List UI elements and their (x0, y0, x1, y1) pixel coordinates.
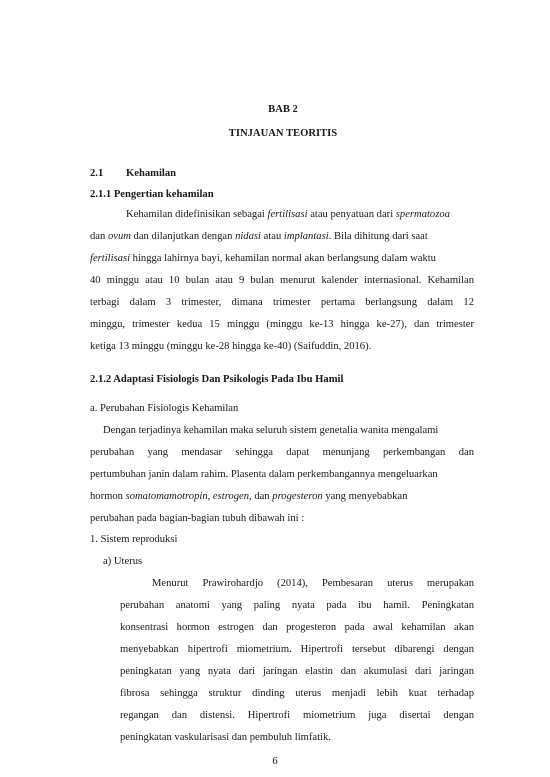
list-item-1: 1. Sistem reproduksi (90, 534, 178, 545)
paragraph-line: fibrosa sehingga struktur dinding uterus menjadi lebih kuat terhadap (120, 688, 474, 699)
section-heading-2-1-1: 2.1.1 Pengertian kehamilan (90, 189, 214, 200)
paragraph-line: perubahan anatomi yang paling nyata pada ibu hamil. Peningkatan (120, 600, 474, 611)
paragraph-line: dan ovum dan dilanjutkan dengan nidasi atau implantasi. Bila dihitung dari saat (90, 231, 428, 242)
chapter-label: BAB 2 (268, 104, 298, 115)
section-title: Kehamilan (126, 168, 177, 179)
paragraph-line: perubahan yang mendasar sehingga dapat menunjang perkembangan dan (90, 447, 474, 458)
paragraph-line: hormon somatomamotropin, estrogen, dan progesteron yang menyebabkan (90, 491, 408, 502)
paragraph-line: 40 minggu atau 10 bulan atau 9 bulan menurut kalender internasional. Kehamilan (90, 275, 474, 286)
section-number: 2.1 (90, 168, 104, 179)
section-heading-2-1 (90, 168, 176, 179)
page-number: 6 (272, 756, 278, 767)
paragraph-line: konsentrasi hormon estrogen dan progesteron pada awal kehamilan akan (120, 622, 474, 633)
paragraph-line: perubahan pada bagian-bagian tubuh dibawah ini : (90, 513, 305, 524)
paragraph-line: regangan dan distensi. Hipertrofi miometrium juga disertai dengan (120, 710, 474, 721)
paragraph-line: peningkatan vaskularisasi dan pembuluh limfatik. (120, 732, 331, 743)
chapter-title: TINJAUAN TEORITIS (228, 128, 338, 139)
paragraph-line: fertilisasi hingga lahirnya bayi, kehamilan normal akan berlangsung dalam waktu (90, 253, 436, 264)
paragraph-line: Menurut Prawirohardjo (2014), Pembesaran uterus merupakan (152, 578, 474, 589)
paragraph-line: Dengan terjadinya kehamilan maka seluruh sistem genetalia wanita mengalami (103, 425, 439, 436)
paragraph-line: ketiga 13 minggu (minggu ke-28 hingga ke-40) (Saifuddin, 2016). (90, 341, 372, 352)
list-item-a: a. Perubahan Fisiologis Kehamilan (90, 403, 239, 414)
paragraph-line: pertumbuhan janin dalam rahim. Plasenta dalam perkembangannya mengeluarkan (90, 469, 438, 480)
section-heading-2-1-2: 2.1.2 Adaptasi Fisiologis Dan Psikologis Pada Ibu Hamil (90, 374, 344, 385)
paragraph-line: peningkatan yang nyata dari jaringan elastin dan akumulasi dari jaringan (120, 666, 474, 677)
paragraph-line: Kehamilan didefinisikan sebagai fertilisasi atau penyatuan dari spermatozoa (126, 209, 450, 220)
list-item-a-sub: a) Uterus (103, 556, 143, 567)
paragraph-line: minggu, trimester kedua 15 minggu (minggu ke-13 hingga ke-27), dan trimester (90, 319, 474, 330)
paragraph-line: menyebabkan hipertrofi miometrium. Hipertrofi tersebut dibarengi dengan (120, 644, 474, 655)
paragraph-line: terbagi dalam 3 trimester, dimana trimester pertama berlangsung dalam 12 (90, 297, 474, 308)
